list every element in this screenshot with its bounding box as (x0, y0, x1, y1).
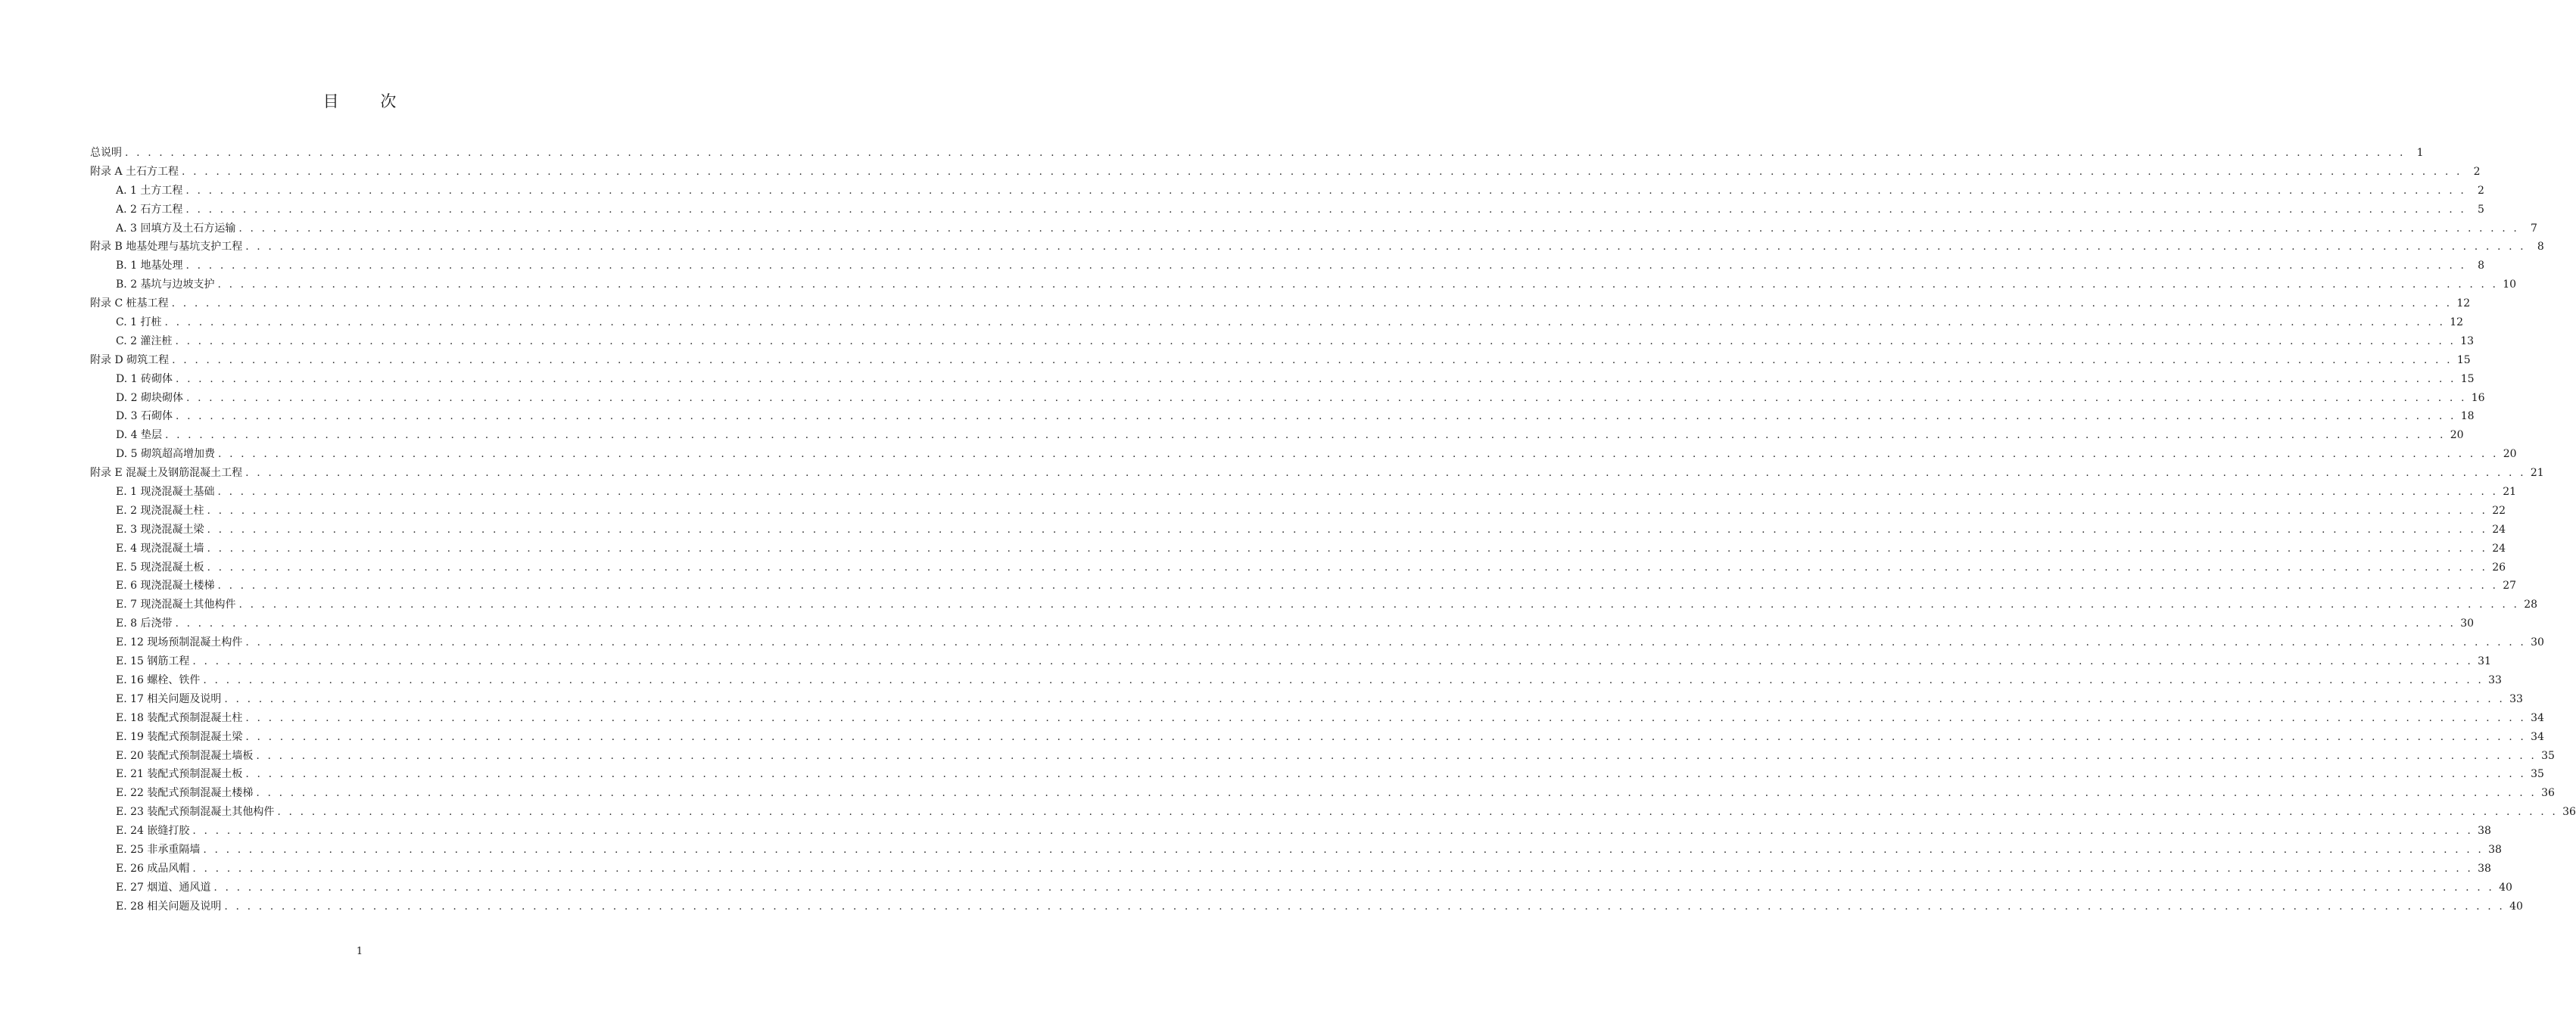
toc-entry[interactable] (90, 220, 2537, 239)
toc-entry[interactable] (90, 295, 2471, 314)
toc-entry-label: B. 1 地基处理 (116, 260, 183, 272)
dot-leader: . . . . . . . . . . . . . . . . . . . . . . . . . . . . . . . . . . . . . . . . . . . . . . . . . . . . . . . . . . . . . . . . . . . . . . . . . . . . . . . . . . . . . . . . . . . . . . . . . . . . . . . . . . . . . . . . . . . . . . . . . . . . . . . . . . . . . . . . . . . . . . . . . . . . . . . . . . . . . . . . . . . . . . . . . . . . . . . . . . . . . . . . . . . . . . . . . . . . . . . . (185, 391, 2467, 404)
toc-entry[interactable] (90, 408, 2475, 427)
toc-entry-label: E. 19 装配式预制混凝土梁 (116, 730, 243, 743)
toc-entry-label: E. 12 现场预制混凝土构件 (116, 636, 243, 649)
toc-entry[interactable] (90, 257, 2485, 276)
toc-entry-page: 10 (2503, 278, 2517, 291)
toc-entry-label: A. 2 石方工程 (116, 203, 183, 216)
toc-entry-page: 36 (2541, 787, 2555, 800)
toc-entry[interactable] (90, 577, 2517, 596)
dot-leader: . . . . . . . . . . . . . . . . . . . . . . . . . . . . . . . . . . . . . . . . . . . . . . . . . . . . . . . . . . . . . . . . . . . . . . . . . . . . . . . . . . . . . . . . . . . . . . . . . . . . . . . . . . . . . . . . . . . . . . . . . . . . . . . . . . . . . . . . . . . . . . . . . . . . . . . . . . . . . . . . . . . . . . . . . . . . . . . . . . . . . . . . . . . . . . . . . . . . . . . . (203, 843, 2484, 856)
toc-entry-label: 附录 A 土石方工程 (90, 165, 179, 178)
toc-entry[interactable] (90, 879, 2512, 898)
toc-entry-page: 21 (2503, 486, 2517, 499)
toc-entry[interactable] (90, 823, 2491, 841)
toc-entry-page: 30 (2531, 636, 2544, 649)
dot-leader: . . . . . . . . . . . . . . . . . . . . . . . . . . . . . . . . . . . . . . . . . . . . . . . . . . . . . . . . . . . . . . . . . . . . . . . . . . . . . . . . . . . . . . . . . . . . . . . . . . . . . . . . . . . . . . . . . . . . . . . . . . . . . . . . . . . . . . . . . . . . . . . . . . . . . . . . . . . . . . . . . . . . . . . . . . . . . . . . . . . . . . . . . . . . . . . . . . . . . . . . (182, 165, 2462, 178)
toc-entry-page: 31 (2478, 655, 2491, 668)
toc-entry-label: B. 2 基坑与边坡支护 (116, 278, 215, 291)
toc-entry[interactable] (90, 691, 2523, 710)
toc-entry[interactable] (90, 333, 2475, 352)
dot-leader: . . . . . . . . . . . . . . . . . . . . . . . . . . . . . . . . . . . . . . . . . . . . . . . . . . . . . . . . . . . . . . . . . . . . . . . . . . . . . . . . . . . . . . . . . . . . . . . . . . . . . . . . . . . . . . . . . . . . . . . . . . . . . . . . . . . . . . . . . . . . . . . . . . . . . . . . . . . . . . . . . . . . . . . . . . . . . . . . . . . . . . . . . . . . . . . . . . . . . . . . (203, 673, 2484, 686)
toc-entry-page: 18 (2460, 410, 2475, 423)
toc-entry-page: 24 (2492, 542, 2506, 555)
toc-entry-page: 38 (2488, 843, 2502, 856)
toc-entry-label: D. 2 砌块砌体 (116, 391, 183, 404)
dot-leader: . . . . . . . . . . . . . . . . . . . . . . . . . . . . . . . . . . . . . . . . . . . . . . . . . . . . . . . . . . . . . . . . . . . . . . . . . . . . . . . . . . . . . . . . . . . . . . . . . . . . . . . . . . . . . . . . . . . . . . . . . . . . . . . . . . . . . . . . . . . . . . . . . . . . . . . . . . . . . . . . . . . . . . . . . . . . . . . . . . . . . . . . . . . . . . . . . . . . . . . . (192, 825, 2473, 838)
toc-entry[interactable] (90, 446, 2517, 465)
dot-leader: . . . . . . . . . . . . . . . . . . . . . . . . . . . . . . . . . . . . . . . . . . . . . . . . . . . . . . . . . . . . . . . . . . . . . . . . . . . . . . . . . . . . . . . . . . . . . . . . . . . . . . . . . . . . . . . . . . . . . . . . . . . . . . . . . . . . . . . . . . . . . . . . . . . . . . . . . . . . . . . . . . . . . . . . . . . . . . . . . . . . . . . . . . . . . . . . . . . . . . . . (207, 523, 2488, 536)
toc-entry[interactable] (90, 898, 2523, 917)
toc-entry[interactable] (90, 615, 2475, 634)
page-title: 目 次 (322, 92, 415, 110)
dot-leader: . . . . . . . . . . . . . . . . . . . . . . . . . . . . . . . . . . . . . . . . . . . . . . . . . . . . . . . . . . . . . . . . . . . . . . . . . . . . . . . . . . . . . . . . . . . . . . . . . . . . . . . . . . . . . . . . . . . . . . . . . . . . . . . . . . . . . . . . . . . . . . . . . . . . . . . . . . . . . . . . . . . . . . . . . . . . . . . . . . . . . . . . . . . . . . . . . . . . . . . . (238, 599, 2520, 611)
toc-entry-page: 1 (2416, 147, 2424, 159)
toc-entry-label: 总说明 (90, 147, 122, 159)
dot-leader: . . . . . . . . . . . . . . . . . . . . . . . . . . . . . . . . . . . . . . . . . . . . . . . . . . . . . . . . . . . . . . . . . . . . . . . . . . . . . . . . . . . . . . . . . . . . . . . . . . . . . . . . . . . . . . . . . . . . . . . . . . . . . . . . . . . . . . . . . . . . . . . . . . . . . . . . . . . . . . . . . . . . . . . . . . . . . . . . . . . . . . . . . . . . . . . . . . . . . . . . (217, 580, 2499, 592)
dot-leader: . . . . . . . . . . . . . . . . . . . . . . . . . . . . . . . . . . . . . . . . . . . . . . . . . . . . . . . . . . . . . . . . . . . . . . . . . . . . . . . . . . . . . . . . . . . . . . . . . . . . . . . . . . . . . . . . . . . . . . . . . . . . . . . . . . . . . . . . . . . . . . . . . . . . . . . . . . . . . . . . . . . . . . . . . . . . . . . . . . . . . . . . . . . . . . . . . . . . . . . . (245, 467, 2526, 480)
toc-entry-page: 34 (2531, 711, 2544, 724)
toc-entry[interactable] (90, 748, 2555, 767)
toc-entry[interactable] (90, 201, 2484, 220)
dot-leader: . . . . . . . . . . . . . . . . . . . . . . . . . . . . . . . . . . . . . . . . . . . . . . . . . . . . . . . . . . . . . . . . . . . . . . . . . . . . . . . . . . . . . . . . . . . . . . . . . . . . . . . . . . . . . . . . . . . . . . . . . . . . . . . . . . . . . . . . . . . . . . . . . . . . . . . . . . . . . . . . . . . . . . . . . . . . . . . . . . . . . . . . . . . . . . . . . . . . . . . . (207, 561, 2488, 574)
table-of-contents (90, 145, 2576, 917)
toc-entry-page: 8 (2537, 241, 2544, 253)
dot-leader: . . . . . . . . . . . . . . . . . . . . . . . . . . . . . . . . . . . . . . . . . . . . . . . . . . . . . . . . . . . . . . . . . . . . . . . . . . . . . . . . . . . . . . . . . . . . . . . . . . . . . . . . . . . . . . . . . . . . . . . . . . . . . . . . . . . . . . . . . . . . . . . . . . . . . . . . . . . . . . . . . . . . . . . . . . . . . . . . . . . . . . . . . . . . . . . . . . . . . . . . (175, 617, 2456, 630)
toc-entry-label: E. 7 现浇混凝土其他构件 (116, 599, 236, 611)
toc-entry-page: 38 (2478, 825, 2491, 838)
toc-entry-label: D. 5 砌筑超高增加费 (116, 448, 215, 461)
dot-leader: . . . . . . . . . . . . . . . . . . . . . . . . . . . . . . . . . . . . . . . . . . . . . . . . . . . . . . . . . . . . . . . . . . . . . . . . . . . . . . . . . . . . . . . . . . . . . . . . . . . . . . . . . . . . . . . . . . . . . . . . . . . . . . . . . . . . . . . . . . . . . . . . . . . . . . . . . . . . . . . . . . . . . . . . . . . . . . . . . . . . . . . . . . . . . . . . . . . . . . . . (224, 900, 2505, 913)
toc-entry-page: 15 (2460, 372, 2475, 385)
dot-leader: . . . . . . . . . . . . . . . . . . . . . . . . . . . . . . . . . . . . . . . . . . . . . . . . . . . . . . . . . . . . . . . . . . . . . . . . . . . . . . . . . . . . . . . . . . . . . . . . . . . . . . . . . . . . . . . . . . . . . . . . . . . . . . . . . . . . . . . . . . . . . . . . . . . . . . . . . . . . . . . . . . . . . . . . . . . . . . . . . . . . . . . . . . . . . . . . . . . . . . . . (175, 410, 2456, 423)
toc-entry-label: C. 1 打桩 (116, 316, 162, 329)
dot-leader: . . . . . . . . . . . . . . . . . . . . . . . . . . . . . . . . . . . . . . . . . . . . . . . . . . . . . . . . . . . . . . . . . . . . . . . . . . . . . . . . . . . . . . . . . . . . . . . . . . . . . . . . . . . . . . . . . . . . . . . . . . . . . . . . . . . . . . . . . . . . . . . . . . . . . . . . . . . . . . . . . . . . . . . . . . . . . . . . . . . . . . . . . . . . . . . . . . . . . . . . (256, 749, 2537, 762)
dot-leader: . . . . . . . . . . . . . . . . . . . . . . . . . . . . . . . . . . . . . . . . . . . . . . . . . . . . . . . . . . . . . . . . . . . . . . . . . . . . . . . . . . . . . . . . . . . . . . . . . . . . . . . . . . . . . . . . . . . . . . . . . . . . . . . . . . . . . . . . . . . . . . . . . . . . . . . . . . . . . . . . . . . . . . . . . . . . . . . . . . . . . . . . . . . . . . . . . . . . . . . . (213, 881, 2494, 894)
toc-entry-page: 12 (2450, 316, 2464, 329)
toc-entry-page: 30 (2460, 617, 2475, 630)
toc-entry[interactable] (90, 653, 2491, 672)
dot-leader: . . . . . . . . . . . . . . . . . . . . . . . . . . . . . . . . . . . . . . . . . . . . . . . . . . . . . . . . . . . . . . . . . . . . . . . . . . . . . . . . . . . . . . . . . . . . . . . . . . . . . . . . . . . . . . . . . . . . . . . . . . . . . . . . . . . . . . . . . . . . . . . . . . . . . . . . . . . . . . . . . . . . . . . . . . . . . . . . . . . . . . . . . . . . . . . . . . . . . . . . (245, 711, 2526, 724)
toc-entry-page: 33 (2488, 673, 2502, 686)
dot-leader: . . . . . . . . . . . . . . . . . . . . . . . . . . . . . . . . . . . . . . . . . . . . . . . . . . . . . . . . . . . . . . . . . . . . . . . . . . . . . . . . . . . . . . . . . . . . . . . . . . . . . . . . . . . . . . . . . . . . . . . . . . . . . . . . . . . . . . . . . . . . . . . . . . . . . . . . . . . . . . . . . . . . . . . . . . . . . . . . . . . . . . . . . . . . . . . . . . . . . . . . (217, 448, 2499, 461)
toc-entry-page: 2 (2477, 184, 2484, 197)
toc-entry-page: 2 (2473, 165, 2481, 178)
dot-leader: . . . . . . . . . . . . . . . . . . . . . . . . . . . . . . . . . . . . . . . . . . . . . . . . . . . . . . . . . . . . . . . . . . . . . . . . . . . . . . . . . . . . . . . . . . . . . . . . . . . . . . . . . . . . . . . . . . . . . . . . . . . . . . . . . . . . . . . . . . . . . . . . . . . . . . . . . . . . . . . . . . . . . . . . . . . . . . . . . . . . . . . . . . . . . . . . . . . . . . . . (171, 297, 2453, 310)
toc-entry-label: E. 4 现浇混凝土墙 (116, 542, 204, 555)
toc-entry[interactable] (90, 785, 2555, 804)
dot-leader: . . . . . . . . . . . . . . . . . . . . . . . . . . . . . . . . . . . . . . . . . . . . . . . . . . . . . . . . . . . . . . . . . . . . . . . . . . . . . . . . . . . . . . . . . . . . . . . . . . . . . . . . . . . . . . . . . . . . . . . . . . . . . . . . . . . . . . . . . . . . . . . . . . . . . . . . . . . . . . . . . . . . . . . . . . . . . . . . . . . . . . . . . . . . . . . . . . . . . . . . (245, 730, 2526, 743)
toc-entry[interactable] (90, 672, 2502, 691)
toc-entry-page: 35 (2531, 768, 2544, 781)
dot-leader: . . . . . . . . . . . . . . . . . . . . . . . . . . . . . . . . . . . . . . . . . . . . . . . . . . . . . . . . . . . . . . . . . . . . . . . . . . . . . . . . . . . . . . . . . . . . . . . . . . . . . . . . . . . . . . . . . . . . . . . . . . . . . . . . . . . . . . . . . . . . . . . . . . . . . . . . . . . . . . . . . . . . . . . . . . . . . . . . . . . . . . . . . . . . . . . . . . . . . . . . (172, 353, 2453, 366)
toc-entry-label: E. 1 现浇混凝土基础 (116, 486, 215, 499)
toc-entry-page: 40 (2509, 900, 2523, 913)
toc-entry-page: 13 (2460, 334, 2475, 347)
toc-entry[interactable] (90, 276, 2517, 295)
toc-entry-page: 35 (2541, 749, 2555, 762)
page-number: 1 (356, 946, 363, 957)
toc-entry[interactable] (90, 766, 2544, 785)
dot-leader: . . . . . . . . . . . . . . . . . . . . . . . . . . . . . . . . . . . . . . . . . . . . . . . . . . . . . . . . . . . . . . . . . . . . . . . . . . . . . . . . . . . . . . . . . . . . . . . . . . . . . . . . . . . . . . . . . . . . . . . . . . . . . . . . . . . . . . . . . . . . . . . . . . . . . . . . . . . . . . . . . . . . . . . . . . . . . . . . . . . . . . . . . . . . . . . . . . . . . . . . (217, 278, 2499, 291)
toc-entry-page: 12 (2456, 297, 2471, 310)
dot-leader: . . . . . . . . . . . . . . . . . . . . . . . . . . . . . . . . . . . . . . . . . . . . . . . . . . . . . . . . . . . . . . . . . . . . . . . . . . . . . . . . . . . . . . . . . . . . . . . . . . . . . . . . . . . . . . . . . . . . . . . . . . . . . . . . . . . . . . . . . . . . . . . . . . . . . . . . . . . . . . . . . . . . . . . . . . . . . . . . . . . . . . . . . . . . . . . . . . . . . . . . (256, 787, 2537, 800)
toc-entry[interactable] (90, 540, 2506, 559)
toc-entry[interactable] (90, 352, 2471, 371)
dot-leader: . . . . . . . . . . . . . . . . . . . . . . . . . . . . . . . . . . . . . . . . . . . . . . . . . . . . . . . . . . . . . . . . . . . . . . . . . . . . . . . . . . . . . . . . . . . . . . . . . . . . . . . . . . . . . . . . . . . . . . . . . . . . . . . . . . . . . . . . . . . . . . . . . . . . . . . . . . . . . . . . . . . . . . . . . . . . . . . . . . . . . . . . . . . . . . . . . . . . . . . . (217, 486, 2499, 499)
toc-entry-label: E. 26 成品风帽 (116, 862, 190, 875)
toc-entry-label: E. 15 钢筋工程 (116, 655, 190, 668)
toc-entry-page: 38 (2478, 862, 2491, 875)
toc-entry-page: 8 (2478, 260, 2485, 272)
toc-entry-page: 27 (2503, 580, 2517, 592)
dot-leader: . . . . . . . . . . . . . . . . . . . . . . . . . . . . . . . . . . . . . . . . . . . . . . . . . . . . . . . . . . . . . . . . . . . . . . . . . . . . . . . . . . . . . . . . . . . . . . . . . . . . . . . . . . . . . . . . . . . . . . . . . . . . . . . . . . . . . . . . . . . . . . . . . . . . . . . . . . . . . . . . . . . . . . . . . . . . . . . . . . . . . . . . . . . . . . . . . . . . . . . . (192, 862, 2473, 875)
toc-entry-label: E. 20 装配式预制混凝土墙板 (116, 749, 254, 762)
toc-entry[interactable] (90, 860, 2491, 879)
toc-entry-label: E. 6 现浇混凝土楼梯 (116, 580, 215, 592)
toc-entry-page: 28 (2524, 599, 2538, 611)
toc-entry[interactable] (90, 182, 2484, 201)
toc-entry-label: E. 27 烟道、通风道 (116, 881, 211, 894)
toc-entry-label: D. 3 石砌体 (116, 410, 173, 423)
toc-entry-page: 20 (2503, 448, 2517, 461)
toc-entry[interactable] (90, 559, 2506, 578)
toc-entry[interactable] (90, 710, 2544, 729)
dot-leader: . . . . . . . . . . . . . . . . . . . . . . . . . . . . . . . . . . . . . . . . . . . . . . . . . . . . . . . . . . . . . . . . . . . . . . . . . . . . . . . . . . . . . . . . . . . . . . . . . . . . . . . . . . . . . . . . . . . . . . . . . . . . . . . . . . . . . . . . . . . . . . . . . . . . . . . . . . . . . . . . . . . . . . . . . . . . . . . . . . . . . . . . . . . . . . . . . . . . . . . . (207, 542, 2488, 555)
toc-entry[interactable] (90, 145, 2424, 163)
toc-entry-label: E. 28 相关问题及说明 (116, 900, 222, 913)
toc-entry-label: E. 23 装配式预制混凝土其他构件 (116, 806, 275, 819)
dot-leader: . . . . . . . . . . . . . . . . . . . . . . . . . . . . . . . . . . . . . . . . . . . . . . . . . . . . . . . . . . . . . . . . . . . . . . . . . . . . . . . . . . . . . . . . . . . . . . . . . . . . . . . . . . . . . . . . . . . . . . . . . . . . . . . . . . . . . . . . . . . . . . . . . . . . . . . . . . . . . . . . . . . . . . . . . . . . . . . . . . . . . . . . . . . . . . . . . . . . . . . . (125, 147, 2406, 159)
toc-entry[interactable] (90, 841, 2502, 860)
toc-entry-label: D. 1 砖砌体 (116, 372, 173, 385)
toc-entry[interactable] (90, 465, 2544, 484)
toc-entry-label: E. 16 螺栓、铁件 (116, 673, 201, 686)
toc-entry-label: C. 2 灌注桩 (116, 334, 173, 347)
toc-entry-page: 40 (2499, 881, 2512, 894)
toc-entry[interactable] (90, 596, 2538, 615)
toc-entry-label: E. 21 装配式预制混凝土板 (116, 768, 243, 781)
toc-entry[interactable] (90, 427, 2464, 446)
dot-leader: . . . . . . . . . . . . . . . . . . . . . . . . . . . . . . . . . . . . . . . . . . . . . . . . . . . . . . . . . . . . . . . . . . . . . . . . . . . . . . . . . . . . . . . . . . . . . . . . . . . . . . . . . . . . . . . . . . . . . . . . . . . . . . . . . . . . . . . . . . . . . . . . . . . . . . . . . . . . . . . . . . . . . . . . . . . . . . . . . . . . . . . . . . . . . . . . . . . . . . . . (277, 806, 2558, 819)
toc-entry-page: 34 (2531, 730, 2544, 743)
toc-entry-page: 20 (2450, 429, 2464, 442)
toc-entry[interactable] (90, 502, 2506, 521)
toc-entry-page: 26 (2492, 561, 2506, 574)
toc-entry-label: E. 2 现浇混凝土柱 (116, 504, 204, 517)
toc-entry-label: 附录 C 桩基工程 (90, 297, 169, 310)
toc-entry-label: E. 22 装配式预制混凝土楼梯 (116, 787, 254, 800)
toc-entry-label: E. 24 嵌缝打胶 (116, 825, 190, 838)
toc-entry[interactable] (90, 390, 2485, 409)
dot-leader: . . . . . . . . . . . . . . . . . . . . . . . . . . . . . . . . . . . . . . . . . . . . . . . . . . . . . . . . . . . . . . . . . . . . . . . . . . . . . . . . . . . . . . . . . . . . . . . . . . . . . . . . . . . . . . . . . . . . . . . . . . . . . . . . . . . . . . . . . . . . . . . . . . . . . . . . . . . . . . . . . . . . . . . . . . . . . . . . . . . . . . . . . . . . . . . . . . . . . . . . (224, 692, 2505, 705)
dot-leader: . . . . . . . . . . . . . . . . . . . . . . . . . . . . . . . . . . . . . . . . . . . . . . . . . . . . . . . . . . . . . . . . . . . . . . . . . . . . . . . . . . . . . . . . . . . . . . . . . . . . . . . . . . . . . . . . . . . . . . . . . . . . . . . . . . . . . . . . . . . . . . . . . . . . . . . . . . . . . . . . . . . . . . . . . . . . . . . . . . . . . . . . . . . . . . . . . . . . . . . . (164, 429, 2446, 442)
toc-entry-page: 22 (2492, 504, 2506, 517)
dot-leader: . . . . . . . . . . . . . . . . . . . . . . . . . . . . . . . . . . . . . . . . . . . . . . . . . . . . . . . . . . . . . . . . . . . . . . . . . . . . . . . . . . . . . . . . . . . . . . . . . . . . . . . . . . . . . . . . . . . . . . . . . . . . . . . . . . . . . . . . . . . . . . . . . . . . . . . . . . . . . . . . . . . . . . . . . . . . . . . . . . . . . . . . . . . . . . . . . . . . . . . . (175, 372, 2456, 385)
dot-leader: . . . . . . . . . . . . . . . . . . . . . . . . . . . . . . . . . . . . . . . . . . . . . . . . . . . . . . . . . . . . . . . . . . . . . . . . . . . . . . . . . . . . . . . . . . . . . . . . . . . . . . . . . . . . . . . . . . . . . . . . . . . . . . . . . . . . . . . . . . . . . . . . . . . . . . . . . . . . . . . . . . . . . . . . . . . . . . . . . . . . . . . . . . . . . . . . . . . . . . . . (185, 260, 2467, 272)
toc-entry[interactable] (90, 484, 2517, 502)
dot-leader: . . . . . . . . . . . . . . . . . . . . . . . . . . . . . . . . . . . . . . . . . . . . . . . . . . . . . . . . . . . . . . . . . . . . . . . . . . . . . . . . . . . . . . . . . . . . . . . . . . . . . . . . . . . . . . . . . . . . . . . . . . . . . . . . . . . . . . . . . . . . . . . . . . . . . . . . . . . . . . . . . . . . . . . . . . . . . . . . . . . . . . . . . . . . . . . . . . . . . . . . (238, 222, 2519, 235)
toc-entry[interactable] (90, 314, 2464, 333)
toc-entry-page: 16 (2471, 391, 2485, 404)
dot-leader: . . . . . . . . . . . . . . . . . . . . . . . . . . . . . . . . . . . . . . . . . . . . . . . . . . . . . . . . . . . . . . . . . . . . . . . . . . . . . . . . . . . . . . . . . . . . . . . . . . . . . . . . . . . . . . . . . . . . . . . . . . . . . . . . . . . . . . . . . . . . . . . . . . . . . . . . . . . . . . . . . . . . . . . . . . . . . . . . . . . . . . . . . . . . . . . . . . . . . . . . (245, 768, 2526, 781)
dot-leader: . . . . . . . . . . . . . . . . . . . . . . . . . . . . . . . . . . . . . . . . . . . . . . . . . . . . . . . . . . . . . . . . . . . . . . . . . . . . . . . . . . . . . . . . . . . . . . . . . . . . . . . . . . . . . . . . . . . . . . . . . . . . . . . . . . . . . . . . . . . . . . . . . . . . . . . . . . . . . . . . . . . . . . . . . . . . . . . . . . . . . . . . . . . . . . . . . . . . . . . . (207, 504, 2488, 517)
toc-entry-label: D. 4 垫层 (116, 429, 162, 442)
toc-entry[interactable] (90, 163, 2481, 182)
toc-entry-page: 5 (2477, 203, 2484, 216)
toc-entry[interactable] (90, 804, 2576, 823)
dot-leader: . . . . . . . . . . . . . . . . . . . . . . . . . . . . . . . . . . . . . . . . . . . . . . . . . . . . . . . . . . . . . . . . . . . . . . . . . . . . . . . . . . . . . . . . . . . . . . . . . . . . . . . . . . . . . . . . . . . . . . . . . . . . . . . . . . . . . . . . . . . . . . . . . . . . . . . . . . . . . . . . . . . . . . . . . . . . . . . . . . . . . . . . . . . . . . . . . . . . . . . . (245, 636, 2526, 649)
toc-entry-label: 附录 E 混凝土及钢筋混凝土工程 (90, 467, 243, 480)
toc-entry-page: 24 (2492, 523, 2506, 536)
toc-entry[interactable] (90, 521, 2506, 540)
toc-entry[interactable] (90, 238, 2544, 257)
toc-entry-label: 附录 D 砌筑工程 (90, 353, 170, 366)
toc-entry-label: E. 3 现浇混凝土梁 (116, 523, 204, 536)
toc-entry[interactable] (90, 634, 2544, 653)
toc-entry-label: 附录 B 地基处理与基坑支护工程 (90, 241, 243, 253)
toc-entry[interactable] (90, 371, 2475, 390)
toc-entry-label: A. 3 回填方及土石方运输 (116, 222, 236, 235)
dot-leader: . . . . . . . . . . . . . . . . . . . . . . . . . . . . . . . . . . . . . . . . . . . . . . . . . . . . . . . . . . . . . . . . . . . . . . . . . . . . . . . . . . . . . . . . . . . . . . . . . . . . . . . . . . . . . . . . . . . . . . . . . . . . . . . . . . . . . . . . . . . . . . . . . . . . . . . . . . . . . . . . . . . . . . . . . . . . . . . . . . . . . . . . . . . . . . . . . . . . . . . . (192, 655, 2473, 668)
dot-leader: . . . . . . . . . . . . . . . . . . . . . . . . . . . . . . . . . . . . . . . . . . . . . . . . . . . . . . . . . . . . . . . . . . . . . . . . . . . . . . . . . . . . . . . . . . . . . . . . . . . . . . . . . . . . . . . . . . . . . . . . . . . . . . . . . . . . . . . . . . . . . . . . . . . . . . . . . . . . . . . . . . . . . . . . . . . . . . . . . . . . . . . . . . . . . . . . . . . . . . . . (245, 241, 2526, 253)
dot-leader: . . . . . . . . . . . . . . . . . . . . . . . . . . . . . . . . . . . . . . . . . . . . . . . . . . . . . . . . . . . . . . . . . . . . . . . . . . . . . . . . . . . . . . . . . . . . . . . . . . . . . . . . . . . . . . . . . . . . . . . . . . . . . . . . . . . . . . . . . . . . . . . . . . . . . . . . . . . . . . . . . . . . . . . . . . . . . . . . . . . . . . . . . . . . . . . . . . . . . . . . (175, 334, 2456, 347)
toc-entry-page: 7 (2530, 222, 2537, 235)
toc-entry-page: 21 (2530, 467, 2544, 480)
toc-entry-page: 15 (2456, 353, 2471, 366)
toc-entry-label: E. 5 现浇混凝土板 (116, 561, 204, 574)
toc-entry-page: 36 (2562, 806, 2576, 819)
toc-entry-page: 33 (2509, 692, 2523, 705)
dot-leader: . . . . . . . . . . . . . . . . . . . . . . . . . . . . . . . . . . . . . . . . . . . . . . . . . . . . . . . . . . . . . . . . . . . . . . . . . . . . . . . . . . . . . . . . . . . . . . . . . . . . . . . . . . . . . . . . . . . . . . . . . . . . . . . . . . . . . . . . . . . . . . . . . . . . . . . . . . . . . . . . . . . . . . . . . . . . . . . . . . . . . . . . . . . . . . . . . . . . . . . . (164, 316, 2446, 329)
dot-leader: . . . . . . . . . . . . . . . . . . . . . . . . . . . . . . . . . . . . . . . . . . . . . . . . . . . . . . . . . . . . . . . . . . . . . . . . . . . . . . . . . . . . . . . . . . . . . . . . . . . . . . . . . . . . . . . . . . . . . . . . . . . . . . . . . . . . . . . . . . . . . . . . . . . . . . . . . . . . . . . . . . . . . . . . . . . . . . . . . . . . . . . . . . . . . . . . . . . . . . . . (185, 203, 2466, 216)
toc-entry-label: E. 25 非承重隔墙 (116, 843, 201, 856)
toc-entry-label: E. 18 装配式预制混凝土柱 (116, 711, 243, 724)
toc-entry[interactable] (90, 729, 2544, 748)
dot-leader: . . . . . . . . . . . . . . . . . . . . . . . . . . . . . . . . . . . . . . . . . . . . . . . . . . . . . . . . . . . . . . . . . . . . . . . . . . . . . . . . . . . . . . . . . . . . . . . . . . . . . . . . . . . . . . . . . . . . . . . . . . . . . . . . . . . . . . . . . . . . . . . . . . . . . . . . . . . . . . . . . . . . . . . . . . . . . . . . . . . . . . . . . . . . . . . . . . . . . . . . (185, 184, 2466, 197)
toc-entry-label: A. 1 土方工程 (116, 184, 183, 197)
toc-entry-label: E. 17 相关问题及说明 (116, 692, 222, 705)
toc-entry-label: E. 8 后浇带 (116, 617, 173, 630)
